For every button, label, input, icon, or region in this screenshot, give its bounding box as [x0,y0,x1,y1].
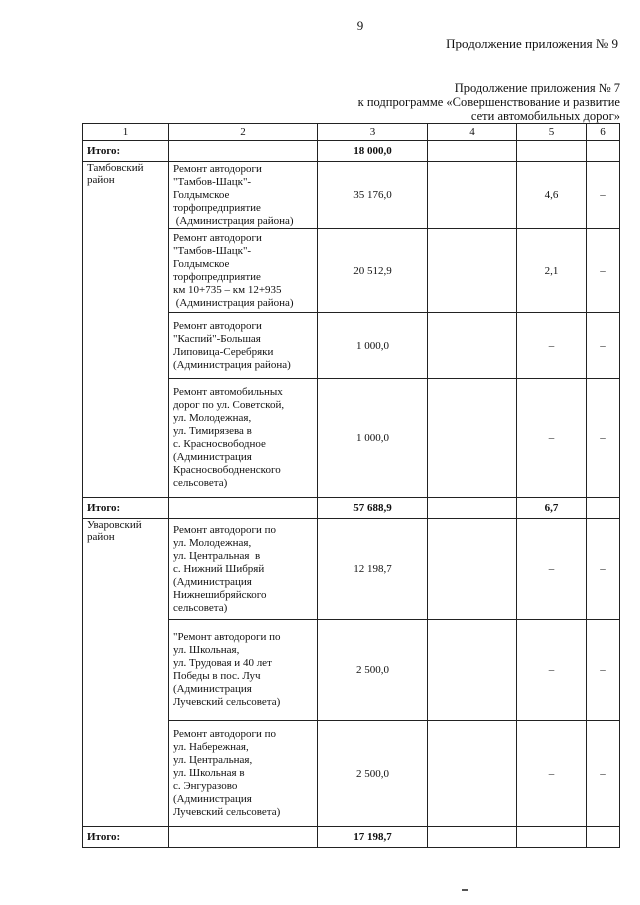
work-line: ул. Центральная, [173,754,253,766]
col5-cell: – [517,519,587,620]
work-line: ул. Трудовая и 40 лет [173,657,272,669]
header-cell: 5 [517,124,587,141]
work-line: торфопредприятие [173,270,261,283]
work-description [169,313,318,379]
total-label: Итого: [83,498,169,519]
empty-cell [428,620,517,721]
appendix-heading [358,81,620,123]
amount-cell: 12 198,7 [318,519,428,620]
work-line: с. Энгуразово [173,780,238,792]
empty-cell [169,827,318,848]
work-line: Голдымское [173,188,230,201]
work-line: с. Красносвободное [173,438,266,450]
col6-cell: – [587,379,620,498]
appendix-line-3: сети автомобильных дорог» [470,109,620,123]
work-line: сельсовета) [173,477,228,489]
work-line: (Администрация района) [173,358,291,371]
empty-cell [169,141,318,162]
col6-cell: – [587,721,620,827]
work-line: Нижнешибряйского [173,588,267,601]
empty-cell [428,519,517,620]
total-label: Итого: [83,827,169,848]
col6-cell: – [587,620,620,721]
amount-cell: 1 000,0 [318,313,428,379]
work-line: "Тамбов-Шацк"- [173,175,252,188]
work-line: Лучевский сельсовета) [173,806,281,818]
header-cell: 1 [83,124,169,141]
work-line: Ремонт автодороги [173,162,262,175]
work-line: Ремонт автодороги [173,231,262,244]
work-description [169,721,318,827]
work-line: ул. Набережная, [173,741,249,753]
work-line: км 10+735 – км 12+935 [173,283,282,296]
work-line: Ремонт автодороги [173,319,262,332]
appendix-line-2: к подпрограмме «Совершенствование и развитие [357,95,620,109]
work-description [169,229,318,313]
table-row [83,519,620,620]
table-header-row [83,124,620,141]
work-description [169,379,318,498]
empty-cell [428,229,517,313]
funding-table [82,123,620,848]
empty-cell [428,141,517,162]
header-cell: 6 [587,124,620,141]
empty-cell [587,498,620,519]
work-description [169,519,318,620]
work-line: ул. Центральная в [173,549,261,562]
work-line: "Тамбов-Шацк"- [173,244,252,257]
district-name: Уваровский район [83,519,169,827]
work-line: "Ремонт автодороги по [173,631,281,643]
continuation-heading: Продолжение приложения № 9 [446,36,618,51]
work-line: с. Нижний Шибряй [173,562,265,575]
table-row-total-tambov [83,498,620,519]
empty-cell [428,498,517,519]
work-line: ул. Школьная, [173,644,240,656]
page-number: 9 [356,18,364,33]
empty-cell [428,721,517,827]
scan-mark [462,889,468,891]
empty-cell [428,379,517,498]
table-row [83,162,620,229]
empty-cell [587,141,620,162]
work-line: (Администрация [173,575,252,588]
amount-cell: 1 000,0 [318,379,428,498]
work-line: ул. Молодежная, [173,412,252,424]
work-line: Красносвободненского [173,464,281,476]
work-line: дорог по ул. Советской, [173,399,285,411]
amount-cell: 2 500,0 [318,721,428,827]
empty-cell [517,141,587,162]
work-line: (Администрация района) [173,214,294,227]
work-line: "Каспий"-Большая [173,332,261,345]
work-line: (Администрация района) [173,296,294,309]
work-line: торфопредприятие [173,201,261,214]
work-line: ул. Школьная в [173,767,245,779]
work-line: (Администрация [173,793,252,805]
empty-cell [428,162,517,229]
empty-cell [428,313,517,379]
work-line: (Администрация [173,683,252,695]
district-name: Тамбовский район [83,162,169,498]
work-description [169,620,318,721]
amount-cell: 20 512,9 [318,229,428,313]
work-line: Ремонт автодороги по [173,523,277,536]
col6-cell: – [587,162,620,229]
table-row-total-initial [83,141,620,162]
empty-cell [428,827,517,848]
header-cell: 2 [169,124,318,141]
empty-cell [169,498,318,519]
total-amount: 17 198,7 [318,827,428,848]
work-line: Ремонт автодороги по [173,728,277,740]
work-line: Лучевский сельсовета) [173,696,281,708]
amount-cell: 2 500,0 [318,620,428,721]
work-line: Ремонт автомобильных [173,386,283,398]
col6-cell: – [587,313,620,379]
empty-cell [587,827,620,848]
col5-cell: – [517,620,587,721]
col5-cell: – [517,721,587,827]
appendix-line-1: Продолжение приложения № 7 [454,81,620,95]
work-line: Победы в пос. Луч [173,670,261,682]
work-description [169,162,318,229]
col5-cell: 2,1 [517,229,587,313]
col5-cell: – [517,379,587,498]
total-amount: 18 000,0 [318,141,428,162]
work-line: ул. Тимирязева в [173,425,252,437]
empty-cell [517,827,587,848]
work-line: ул. Молодежная, [173,536,252,549]
header-cell: 3 [318,124,428,141]
amount-cell: 35 176,0 [318,162,428,229]
col6-cell: – [587,229,620,313]
work-line: Голдымское [173,257,230,270]
col5-cell: – [517,313,587,379]
col5-cell: 4,6 [517,162,587,229]
work-line: Липовица-Серебряки [173,345,274,358]
total-amount: 57 688,9 [318,498,428,519]
work-line: (Администрация [173,451,252,463]
header-cell: 4 [428,124,517,141]
work-line: сельсовета) [173,601,228,614]
total-label: Итого: [83,141,169,162]
total-col5: 6,7 [517,498,587,519]
col6-cell: – [587,519,620,620]
table-row-total-uvarovo [83,827,620,848]
